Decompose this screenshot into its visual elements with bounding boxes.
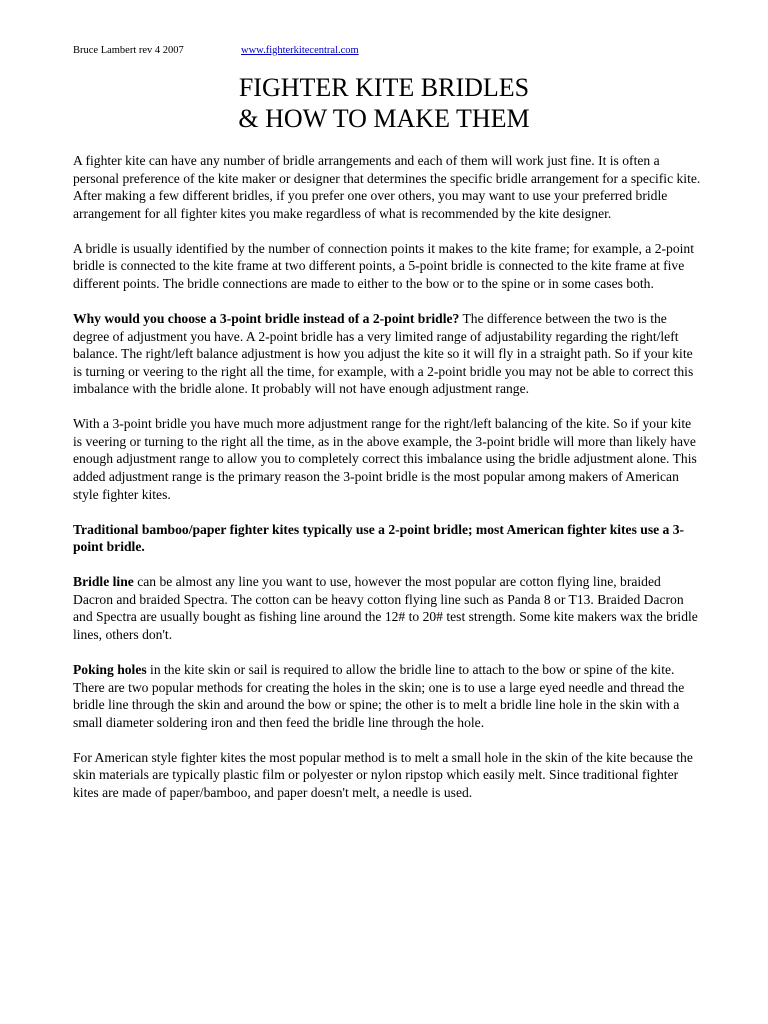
paragraph-melting-method: For American style fighter kites the most popular method is to melt a small hole in the skin of the kite because the skin materials are typically plastic film or polyester or nylon ripstop which easily melt. Since traditional fighter kites are made of paper/bamboo, and paper doesn't melt, a needle is used. [73,749,693,800]
paragraph-why-3-point [73,310,703,398]
paragraph-bridle-definition: A bridle is usually identified by the number of connection points it makes to the kite frame; for example, a 2-point bridle is connected to the kite frame at two different points, a 5-point bridle is connected to the kite frame at five different points. The bridle connections are made to either to the bow or to the spine or in some cases both. [73,240,695,291]
paragraph-traditional-vs-american-text: Traditional bamboo/paper fighter kites typically use a 2-point bridle; most American fighter kites use a 3-point bridle. [73,521,685,555]
document-title [0,72,768,134]
paragraph-why-3-point-text: The difference between the two is the degree of adjustment you have. A 2-point bridle has a very limited range of adjustability regarding the right/left balance. The right/left balance adjustment is how you adjust the kite so it will fly in a straight path. So if your kite is turning or veering to the right all the time, for example, with a 2-point bridle you may not be able to correct this imbalance with the bridle alone. It probably will not have enough adjustment range. [73,310,694,397]
document-body [73,152,703,819]
page-header [73,44,359,58]
paragraph-poking-holes-heading: Poking holes [73,662,147,677]
paragraph-bridle-line-heading: Bridle line [73,574,134,590]
paragraph-poking-holes [73,661,703,731]
website-link[interactable]: www.fighterkitecentral.com [241,45,359,56]
paragraph-bridle-line [73,573,703,643]
paragraph-intro: A fighter kite can have any number of bridle arrangements and each of them will work just fine. It is often a personal preference of the kite maker or designer that determines the specific bridle arrangement for a specific kite. After making a few different bridles, if you prefer one over others, you may want to use your preferred bridle arrangement for all fighter kites you make regardless of what is recommended by the kite designer. [73,153,701,221]
paragraph-traditional-vs-american [73,521,703,556]
paragraph-3-point-range: With a 3-point bridle you have much more adjustment range for the right/left balancing of the kite. So if your kite is veering or turning to the right all the time, as in the above example, the 3-point bridle will more than likely have enough adjustment range to allow you to completely correct this imbalance using the bridle adjustment alone. This added adjustment range is the primary reason the 3-point bridle is the most popular among makers of American style fighter kites. [73,416,697,502]
title-line-1: FIGHTER KITE BRIDLES [238,73,530,102]
author-revision: Bruce Lambert rev 4 2007 [73,45,184,56]
paragraph-bridle-line-text: can be almost any line you want to use, however the most popular are cotton flying line, braided Dacron and braided Spectra. The cotton can be heavy cotton flying line such as Panda 8 or T13. Braided Dacron and Spectra are usually bought as fishing line around the 12# to 20# test strength. Some kite makers wax the bridle lines, others don't. [73,574,698,643]
paragraph-why-3-point-heading: Why would you choose a 3-point bridle instead of a 2-point bridle? [73,310,460,326]
title-line-2: & HOW TO MAKE THEM [238,104,530,133]
paragraph-poking-holes-text: in the kite skin or sail is required to allow the bridle line to attach to the bow or spine of the kite. There are two popular methods for creating the holes in the skin; one is to use a large eyed needle and thread the bridle line through the skin and around the bow or spine; the other is to melt a bridle line hole in the skin with a small diameter soldering iron and then feed the bridle line through the hole. [73,662,685,730]
